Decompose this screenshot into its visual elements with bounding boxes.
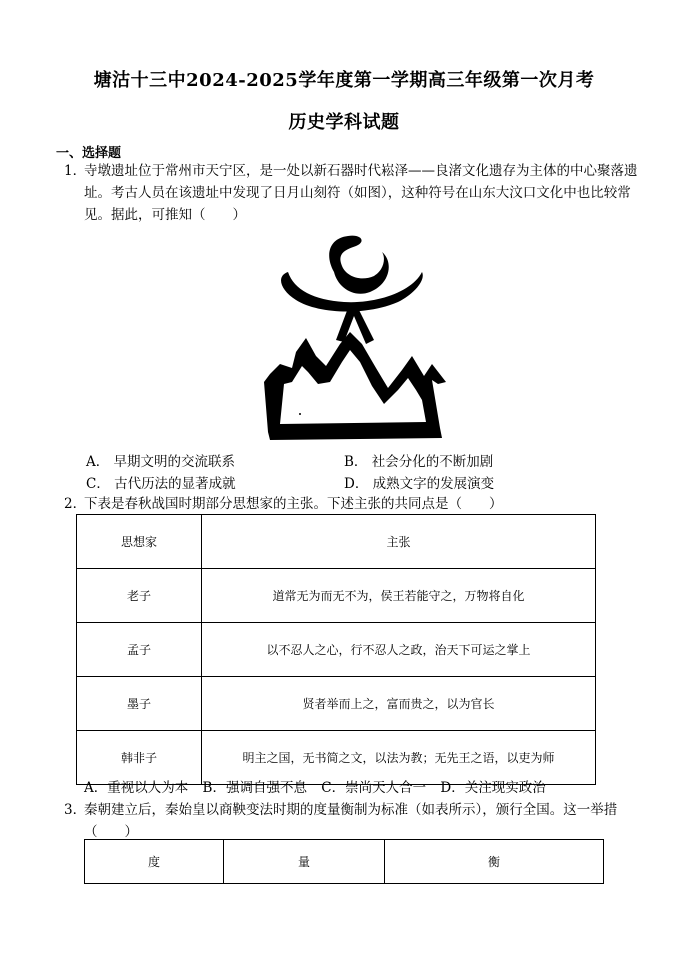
option-a[interactable]: A．重视以人为本 xyxy=(84,780,189,796)
table-header-cell: 主张 xyxy=(202,515,596,569)
exam-title: 塘沽十三中2024-2025学年度第一学期高三年级第一次月考 xyxy=(93,70,595,91)
table-header-row xyxy=(77,515,596,569)
question-number: 1． xyxy=(64,163,87,179)
table-cell: 贤者举而上之，富而贵之，以为官长 xyxy=(202,677,596,731)
table-row xyxy=(77,623,596,677)
question-3 xyxy=(64,799,644,843)
table-cell: 孟子 xyxy=(77,623,202,677)
table-cell: 以不忍人之心，行不忍人之政，治天下可运之掌上 xyxy=(202,623,596,677)
option-b[interactable]: B． 社会分化的不断加剧 xyxy=(344,454,494,470)
question-number: 3． xyxy=(64,802,87,818)
sun-moon-mountain-glyph-image xyxy=(256,232,452,444)
table-row xyxy=(77,677,596,731)
table-header-row xyxy=(85,840,604,884)
option-d[interactable]: D．关注现实政治 xyxy=(440,780,546,796)
table-header-cell: 衡 xyxy=(385,840,604,884)
question-1 xyxy=(64,160,639,226)
question-number: 2． xyxy=(64,496,87,512)
section-heading: 一、选择题 xyxy=(56,146,122,161)
table-cell: 韩非子 xyxy=(77,731,202,785)
question-2 xyxy=(64,493,639,515)
table-cell: 老子 xyxy=(77,569,202,623)
question-2-options xyxy=(84,777,644,799)
question-stem: 秦朝建立后，秦始皇以商鞅变法时期的度量衡制为标准（如表所示），颁行全国。这一举措（ ） xyxy=(84,802,618,840)
table-cell: 墨子 xyxy=(77,677,202,731)
question-1-options xyxy=(86,451,606,495)
table-header-cell: 量 xyxy=(224,840,385,884)
table-header-cell: 度 xyxy=(85,840,224,884)
table-cell: 道常无为而无不为，侯王若能守之，万物将自化 xyxy=(202,569,596,623)
question-stem: 下表是春秋战国时期部分思想家的主张。下述主张的共同点是（ ） xyxy=(84,496,503,512)
option-c[interactable]: C． 古代历法的显著成就 xyxy=(86,476,236,492)
option-a[interactable]: A． 早期文明的交流联系 xyxy=(86,454,236,470)
table-header-cell: 思想家 xyxy=(77,515,202,569)
exam-subtitle: 历史学科试题 xyxy=(288,112,400,133)
option-b[interactable]: B．强调自强不息 xyxy=(202,780,307,796)
thinkers-table xyxy=(76,514,596,785)
table-row xyxy=(77,569,596,623)
option-c[interactable]: C．崇尚天人合一 xyxy=(321,780,427,796)
option-d[interactable]: D． 成熟文字的发展演变 xyxy=(344,476,495,492)
table-cell: 明主之国，无书简之文，以法为教；无先王之语，以吏为师 xyxy=(202,731,596,785)
question-stem: 寺墩遗址位于常州市天宁区，是一处以新石器时代崧泽——良渚文化遗存为主体的中心聚落遗址。考古人员在该遗址中发现了日月山刻符（如图），这种符号在山东大汶口文化中也比较常见。据此，可推知（ ） xyxy=(84,163,638,223)
measures-table xyxy=(84,839,604,884)
